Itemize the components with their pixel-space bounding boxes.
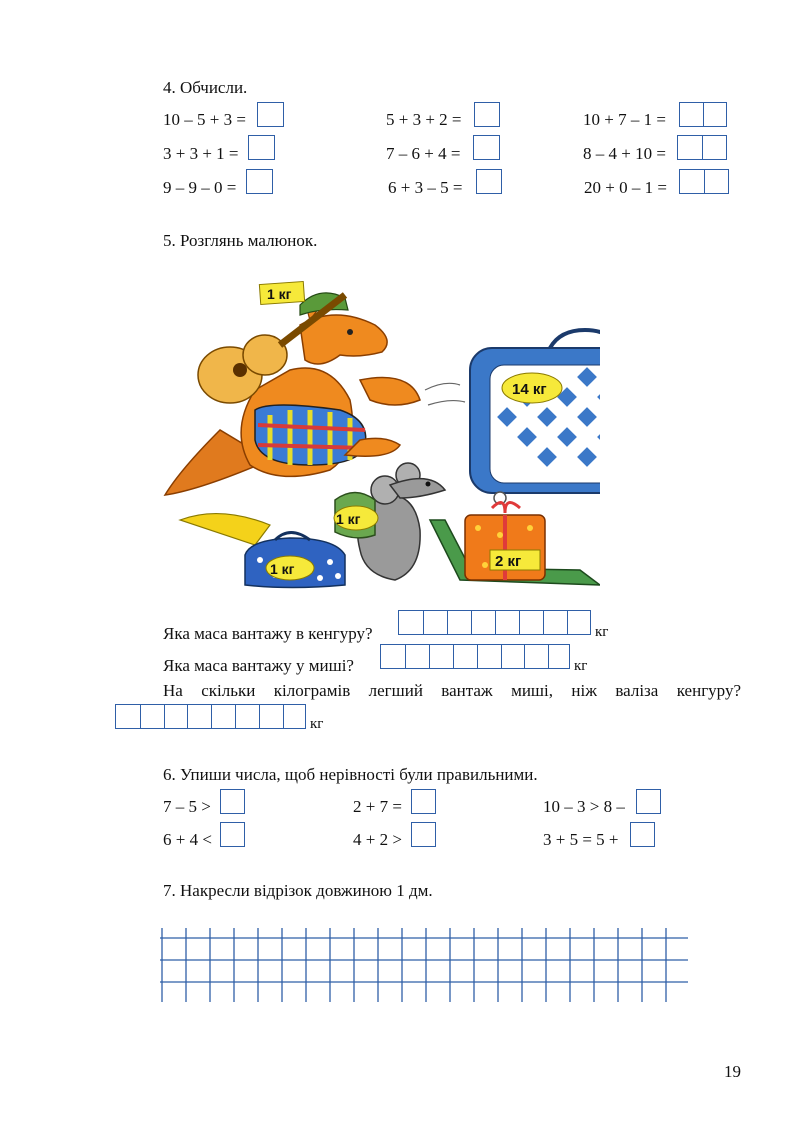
hat-weight-label: 1 кг bbox=[267, 286, 292, 302]
answer-box-two-digit[interactable] bbox=[679, 102, 727, 127]
expr-4-2-1: 3 + 3 + 1 = bbox=[163, 144, 239, 163]
expr-4-3-1: 9 – 9 – 0 = bbox=[163, 178, 237, 197]
bag-weight-label: 1 кг bbox=[270, 561, 295, 577]
expr-4-2-2: 7 – 6 + 4 = bbox=[386, 144, 461, 163]
answer-box-two-digit[interactable] bbox=[679, 169, 729, 194]
expr-4-1-3: 10 + 7 – 1 = bbox=[583, 110, 666, 129]
question-kangaroo-load: Яка маса вантажу в кенгуру? bbox=[163, 624, 373, 643]
suitcase-handle bbox=[550, 330, 600, 348]
answer-box[interactable] bbox=[636, 789, 661, 814]
answer-box-two-digit[interactable] bbox=[677, 135, 727, 160]
answer-grid-difference[interactable] bbox=[115, 704, 306, 729]
answer-box[interactable] bbox=[246, 169, 273, 194]
task5-title: 5. Розглянь малюнок. bbox=[163, 231, 318, 250]
page-number: 19 bbox=[724, 1062, 741, 1081]
answer-box[interactable] bbox=[220, 789, 245, 814]
ineq-6-2-1: 6 + 4 < bbox=[163, 830, 212, 849]
expr-4-3-2: 6 + 3 – 5 = bbox=[388, 178, 463, 197]
unit-kg: кг bbox=[595, 624, 609, 640]
ineq-6-1-3: 10 – 3 > 8 – bbox=[543, 797, 625, 816]
umbrella bbox=[180, 514, 270, 545]
unit-kg: кг bbox=[310, 716, 324, 732]
expr-4-2-3: 8 – 4 + 10 = bbox=[583, 144, 666, 163]
expr-4-1-1: 10 – 5 + 3 = bbox=[163, 110, 246, 129]
answer-box[interactable] bbox=[474, 102, 500, 127]
answer-box[interactable] bbox=[411, 789, 436, 814]
ineq-6-2-3: 3 + 5 = 5 + bbox=[543, 830, 619, 849]
answer-grid-mouse[interactable] bbox=[380, 644, 570, 669]
answer-box[interactable] bbox=[476, 169, 502, 194]
task7-title: 7. Накресли відрізок довжиною 1 дм. bbox=[163, 881, 433, 900]
answer-box[interactable] bbox=[220, 822, 245, 847]
question-mouse-load: Яка маса вантажу у миші? bbox=[163, 656, 354, 675]
ineq-6-1-2: 2 + 7 = bbox=[353, 797, 402, 816]
answer-grid-kangaroo[interactable] bbox=[398, 610, 591, 635]
answer-box[interactable] bbox=[257, 102, 284, 127]
drawing-grid[interactable] bbox=[160, 928, 690, 1008]
expr-4-3-3: 20 + 0 – 1 = bbox=[584, 178, 667, 197]
gift-weight-label: 2 кг bbox=[495, 553, 522, 570]
answer-box[interactable] bbox=[248, 135, 275, 160]
backpack-weight-label: 1 кг bbox=[336, 511, 361, 527]
ineq-6-2-2: 4 + 2 > bbox=[353, 830, 402, 849]
task6-title: 6. Упиши числа, щоб нерівності були правильними. bbox=[163, 765, 538, 784]
unit-kg: кг bbox=[574, 658, 588, 674]
answer-box[interactable] bbox=[630, 822, 655, 847]
kangaroo-mouse-illustration bbox=[160, 270, 600, 595]
answer-box[interactable] bbox=[473, 135, 500, 160]
question-difference: На скільки кілограмів легший вантаж миші, ніж валіза кенгуру? bbox=[163, 681, 741, 700]
answer-box[interactable] bbox=[411, 822, 436, 847]
ineq-6-1-1: 7 – 5 > bbox=[163, 797, 211, 816]
task4-title: 4. Обчисли. bbox=[163, 78, 248, 97]
expr-4-1-2: 5 + 3 + 2 = bbox=[386, 110, 462, 129]
suitcase-weight-label: 14 кг bbox=[512, 381, 547, 398]
